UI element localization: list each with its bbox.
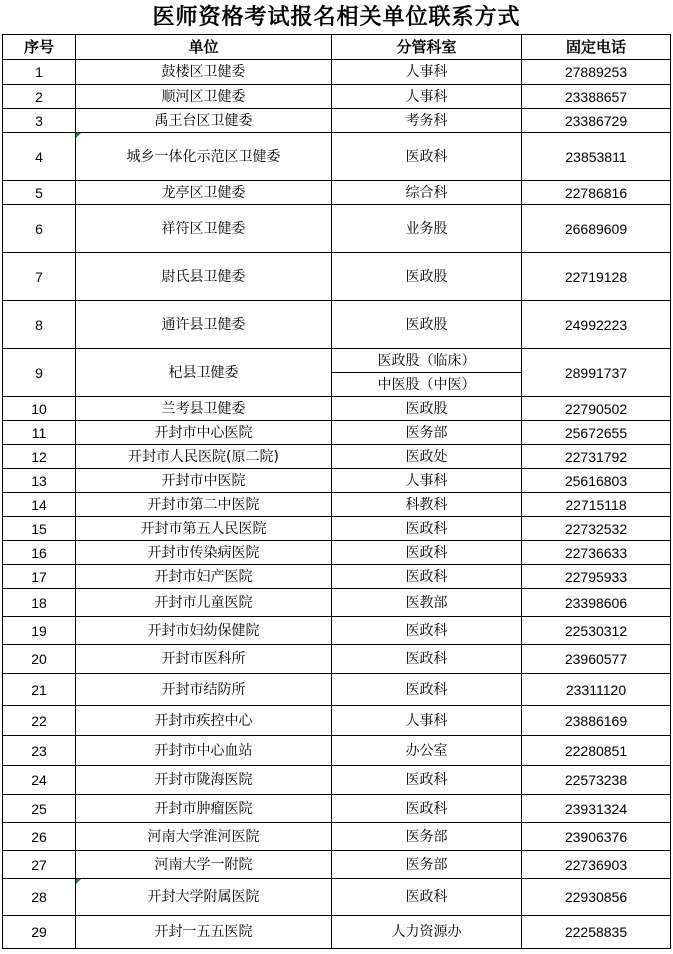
- row-no: 5: [3, 181, 76, 205]
- row-phone: 22736633: [522, 541, 671, 565]
- row-unit: 开封市陇海医院: [76, 766, 332, 795]
- header-unit: 单位: [76, 35, 332, 60]
- row-dept: 医政科: [332, 133, 522, 181]
- row-unit: 兰考县卫健委: [76, 397, 332, 421]
- row-no: 9: [3, 349, 76, 397]
- table-row: [3, 795, 671, 823]
- table-row: [3, 645, 671, 674]
- row-dept: 人事科: [332, 60, 522, 85]
- row-dept: 医务部: [332, 823, 522, 851]
- row-phone: 24992223: [522, 301, 671, 349]
- table-row: [3, 253, 671, 301]
- row-unit: 祥符区卫健委: [76, 205, 332, 253]
- header-phone: 固定电话: [522, 35, 671, 60]
- row-no: 26: [3, 823, 76, 851]
- row-dept: 医务部: [332, 851, 522, 879]
- row-no: 10: [3, 397, 76, 421]
- row-phone: 23931324: [522, 795, 671, 823]
- row-no: 7: [3, 253, 76, 301]
- row-unit: 开封市肿瘤医院: [76, 795, 332, 823]
- row-dept: 科教科: [332, 493, 522, 517]
- table-row: [3, 916, 671, 949]
- row-phone: 22790502: [522, 397, 671, 421]
- row-phone: 22280851: [522, 736, 671, 766]
- row-dept: 业务股: [332, 205, 522, 253]
- table-row: [3, 349, 671, 373]
- row-no: 17: [3, 565, 76, 589]
- table-row: [3, 205, 671, 253]
- row-phone: 23386729: [522, 109, 671, 133]
- row-unit: 杞县卫健委: [76, 349, 332, 397]
- row-dept: 人事科: [332, 706, 522, 736]
- row-no: 20: [3, 645, 76, 674]
- row-phone: 28991737: [522, 349, 671, 397]
- row-phone: 23398606: [522, 589, 671, 617]
- header-dept: 分管科室: [332, 35, 522, 60]
- row-phone: 22573238: [522, 766, 671, 795]
- table-row: [3, 493, 671, 517]
- row-no: 13: [3, 469, 76, 493]
- row-unit: 开封市第五人民医院: [76, 517, 332, 541]
- row-no: 18: [3, 589, 76, 617]
- row-unit: 通许县卫健委: [76, 301, 332, 349]
- row-dept: 医政科: [332, 879, 522, 916]
- row-no: 27: [3, 851, 76, 879]
- row-unit: 开封市人民医院(原二院): [76, 445, 332, 469]
- row-phone: 22530312: [522, 617, 671, 645]
- row-phone: 23388657: [522, 85, 671, 109]
- row-phone: 22719128: [522, 253, 671, 301]
- table-row: [3, 736, 671, 766]
- row-dept: 综合科: [332, 181, 522, 205]
- row-unit: 城乡一体化示范区卫健委: [76, 133, 332, 181]
- row-no: 21: [3, 674, 76, 706]
- row-no: 28: [3, 879, 76, 916]
- row-unit: 河南大学一附院: [76, 851, 332, 879]
- row-dept: 医政科: [332, 617, 522, 645]
- row-phone: 23886169: [522, 706, 671, 736]
- row-unit: 开封市结防所: [76, 674, 332, 706]
- row-no: 11: [3, 421, 76, 445]
- row-dept: 医政股: [332, 253, 522, 301]
- table-row: [3, 85, 671, 109]
- row-no: 23: [3, 736, 76, 766]
- header-row: [3, 35, 671, 60]
- header-no: 序号: [3, 35, 76, 60]
- row-phone: 23906376: [522, 823, 671, 851]
- row-phone: 22731792: [522, 445, 671, 469]
- row-no: 8: [3, 301, 76, 349]
- page-title: 医师资格考试报名相关单位联系方式: [152, 4, 521, 30]
- row-dept: 医教部: [332, 589, 522, 617]
- row-dept: 医政股（临床）: [332, 349, 522, 373]
- row-phone: 22736903: [522, 851, 671, 879]
- row-phone: 22930856: [522, 879, 671, 916]
- table-row: [3, 589, 671, 617]
- table-row: [3, 60, 671, 85]
- table-row: [3, 421, 671, 445]
- table-row: [3, 541, 671, 565]
- row-dept: 医政处: [332, 445, 522, 469]
- row-phone: 23960577: [522, 645, 671, 674]
- row-unit: 鼓楼区卫健委: [76, 60, 332, 85]
- row-dept: 办公室: [332, 736, 522, 766]
- table-row: [3, 133, 671, 181]
- row-no: 4: [3, 133, 76, 181]
- table-row: [3, 851, 671, 879]
- table-row: [3, 301, 671, 349]
- row-no: 25: [3, 795, 76, 823]
- row-phone: 22732532: [522, 517, 671, 541]
- table-row: [3, 706, 671, 736]
- row-unit: 开封市中心医院: [76, 421, 332, 445]
- table-row: [3, 823, 671, 851]
- table-row: [3, 879, 671, 916]
- row-dept: 医政科: [332, 565, 522, 589]
- row-dept: 人事科: [332, 85, 522, 109]
- row-no: 3: [3, 109, 76, 133]
- table-row: [3, 469, 671, 493]
- row-dept: 人力资源办: [332, 916, 522, 949]
- row-unit: 开封市妇幼保健院: [76, 617, 332, 645]
- row-phone: 22795933: [522, 565, 671, 589]
- row-unit: 开封市第二中医院: [76, 493, 332, 517]
- contact-table: [2, 34, 671, 949]
- row-dept: 医政股: [332, 301, 522, 349]
- row-no: 16: [3, 541, 76, 565]
- row-unit: 尉氏县卫健委: [76, 253, 332, 301]
- row-phone: 25672655: [522, 421, 671, 445]
- table-row: [3, 565, 671, 589]
- row-no: 1: [3, 60, 76, 85]
- row-phone: 23853811: [522, 133, 671, 181]
- table-row: [3, 397, 671, 421]
- row-unit: 开封市疾控中心: [76, 706, 332, 736]
- row-unit: 龙亭区卫健委: [76, 181, 332, 205]
- row-unit: 开封市儿童医院: [76, 589, 332, 617]
- row-phone: 27889253: [522, 60, 671, 85]
- row-no: 6: [3, 205, 76, 253]
- row-phone: 22786816: [522, 181, 671, 205]
- table-row: [3, 674, 671, 706]
- row-dept: 医政科: [332, 674, 522, 706]
- row-phone: 25616803: [522, 469, 671, 493]
- row-dept: 医政科: [332, 541, 522, 565]
- row-phone: 22258835: [522, 916, 671, 949]
- row-phone: 22715118: [522, 493, 671, 517]
- row-unit: 开封市医科所: [76, 645, 332, 674]
- row-no: 14: [3, 493, 76, 517]
- row-dept: 医政科: [332, 645, 522, 674]
- row-unit: 开封市妇产医院: [76, 565, 332, 589]
- row-unit: 开封市中医院: [76, 469, 332, 493]
- row-unit: 开封市传染病医院: [76, 541, 332, 565]
- row-unit: 开封大学附属医院: [76, 879, 332, 916]
- row-dept-secondary: 中医股（中医）: [332, 373, 522, 397]
- row-dept: 医政科: [332, 795, 522, 823]
- row-unit: 禹王台区卫健委: [76, 109, 332, 133]
- row-dept: 医政科: [332, 766, 522, 795]
- row-dept: 医政科: [332, 517, 522, 541]
- row-no: 19: [3, 617, 76, 645]
- table-row: [3, 445, 671, 469]
- row-phone: 23311120: [522, 674, 671, 706]
- row-phone: 26689609: [522, 205, 671, 253]
- row-no: 12: [3, 445, 76, 469]
- table-row: [3, 181, 671, 205]
- row-dept: 医务部: [332, 421, 522, 445]
- row-dept: 医政股: [332, 397, 522, 421]
- row-no: 15: [3, 517, 76, 541]
- table-row: [3, 766, 671, 795]
- table-row: [3, 109, 671, 133]
- row-unit: 河南大学淮河医院: [76, 823, 332, 851]
- row-dept: 考务科: [332, 109, 522, 133]
- table-row: [3, 517, 671, 541]
- row-unit: 开封一五五医院: [76, 916, 332, 949]
- row-no: 22: [3, 706, 76, 736]
- row-no: 2: [3, 85, 76, 109]
- row-unit: 顺河区卫健委: [76, 85, 332, 109]
- table-row: [3, 617, 671, 645]
- row-no: 29: [3, 916, 76, 949]
- row-no: 24: [3, 766, 76, 795]
- row-unit: 开封市中心血站: [76, 736, 332, 766]
- row-dept: 人事科: [332, 469, 522, 493]
